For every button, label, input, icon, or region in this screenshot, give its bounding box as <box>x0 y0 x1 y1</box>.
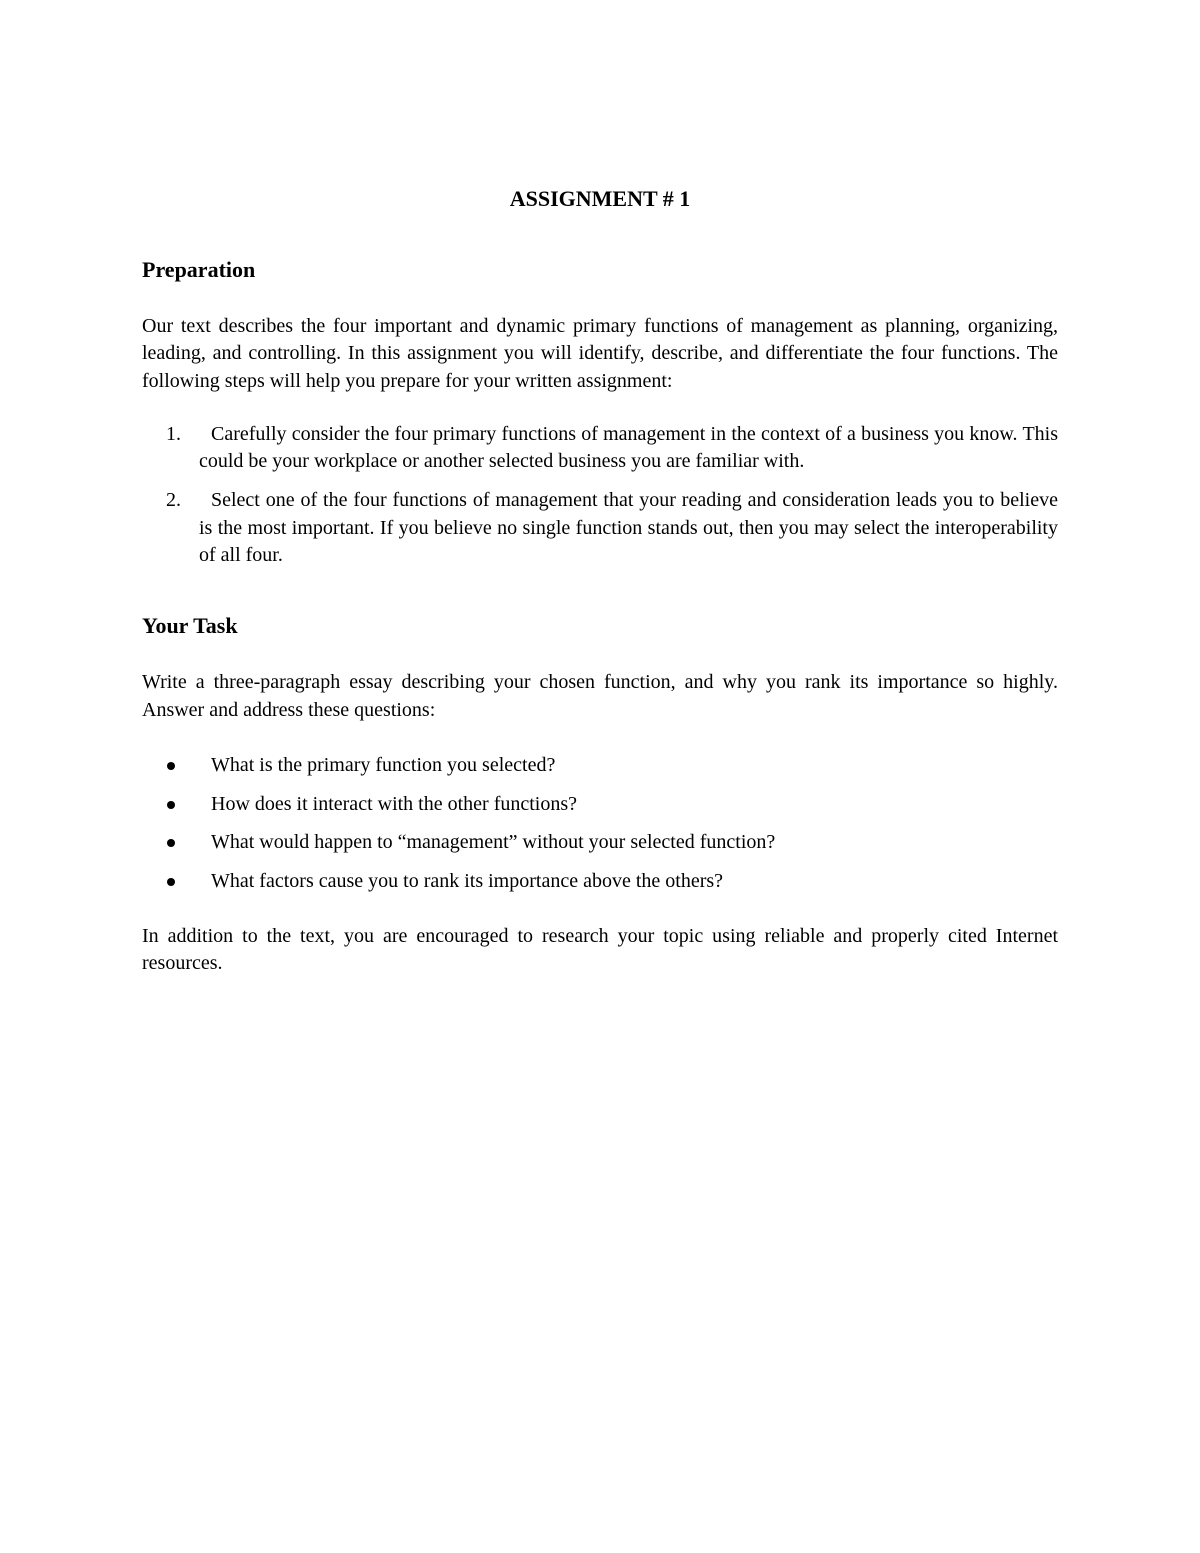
bullet-icon <box>167 762 175 770</box>
list-item-text: What is the primary function you selected? <box>211 753 556 776</box>
bullet-icon <box>167 801 175 809</box>
bullet-icon <box>167 878 175 886</box>
your-task-heading: Your Task <box>142 613 238 639</box>
list-item-text: Carefully consider the four primary functions of management in the context of a business you know. This could be your workplace or another selected business you are familiar with. <box>199 422 1058 473</box>
list-item <box>142 868 1058 895</box>
closing-paragraph: In addition to the text, you are encouraged to research your topic using reliable and properly cited Internet resources. <box>142 925 1058 975</box>
list-item <box>142 487 1058 569</box>
list-item-number: 2. <box>166 489 181 512</box>
list-item <box>142 829 1058 856</box>
task-questions-list <box>142 752 1058 895</box>
list-item-number: 1. <box>166 422 181 445</box>
list-item <box>142 421 1058 476</box>
preparation-heading: Preparation <box>142 257 256 282</box>
task-paragraph: Write a three-paragraph essay describing your chosen function, and why you rank its importance so highly. Answer and address these questions: <box>142 671 1058 721</box>
preparation-steps-list <box>142 421 1058 569</box>
page-title: ASSIGNMENT # 1 <box>509 186 691 211</box>
list-item-text: Select one of the four functions of management that your reading and consideration leads you to believe is the most important. If you believe no single function stands out, then you may select the interoperability of all four. <box>199 489 1058 567</box>
document-page <box>142 185 1058 978</box>
list-item-text: What would happen to “management” without your selected function? <box>211 831 776 854</box>
list-item <box>142 791 1058 818</box>
list-item-text: What factors cause you to rank its importance above the others? <box>211 870 724 893</box>
preparation-paragraph: Our text describes the four important and dynamic primary functions of management as planning, organizing, leading, and controlling. In this assignment you will identify, describe, and differentiate the four functions. The following steps will help you prepare for your written assignment: <box>142 315 1058 392</box>
list-item <box>142 752 1058 779</box>
list-item-text: How does it interact with the other functions? <box>211 792 578 815</box>
bullet-icon <box>167 839 175 847</box>
